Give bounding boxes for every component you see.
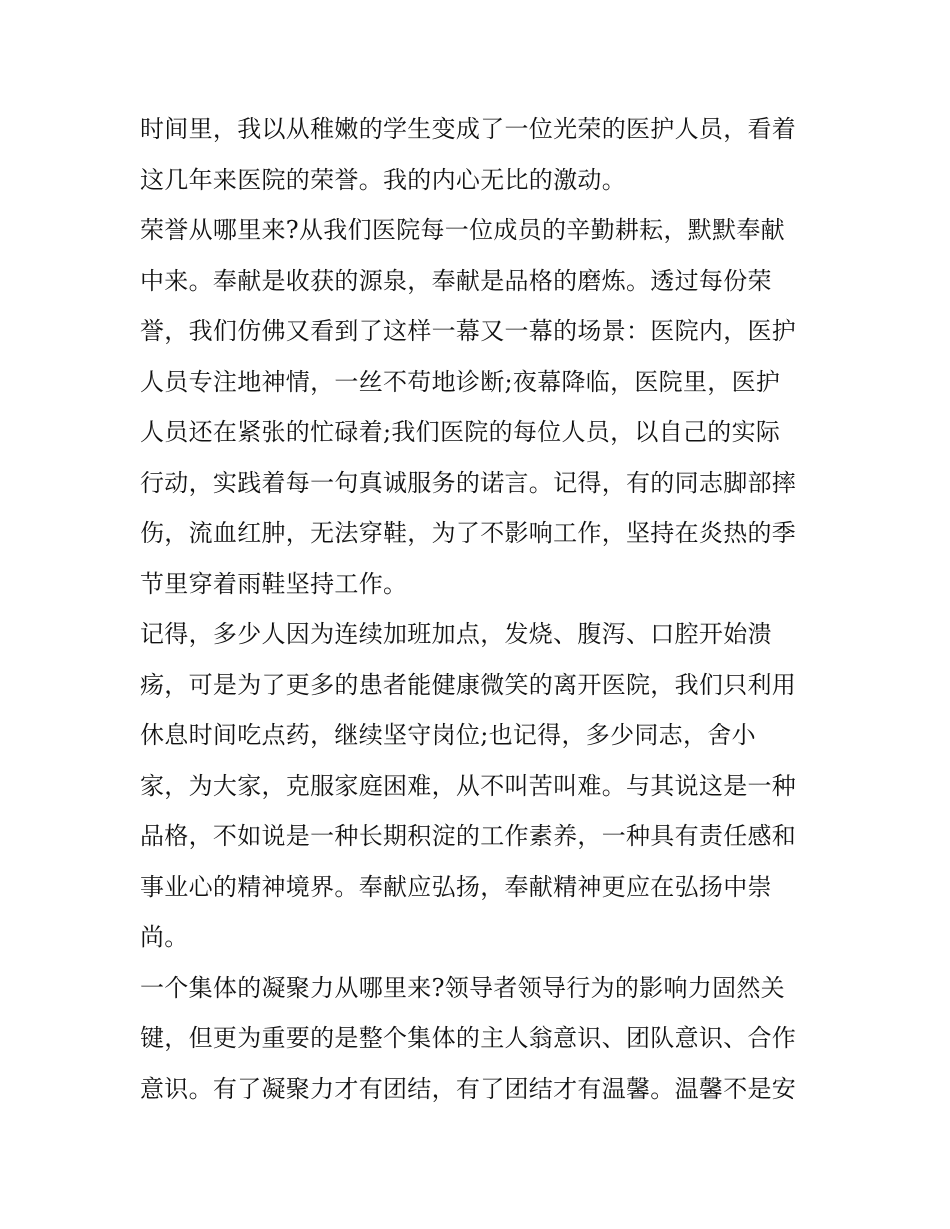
text-line: 尚。 [140, 923, 189, 951]
text-line: 品格，不如说是一种长期积淀的工作素养，一种具有责任感和 [140, 822, 797, 850]
text-line: 节里穿着雨鞋坚持工作。 [140, 569, 408, 598]
text-line: 人员还在紧张的忙碌着;我们医院的每位人员，以自己的实际 [140, 418, 781, 446]
body-text [140, 104, 820, 1114]
text-line: 记得，多少人因为连续加班加点，发烧、腹泻、口腔开始溃 [140, 620, 772, 648]
text-line: 中来。奉献是收获的源泉，奉献是品格的磨炼。透过每份荣 [140, 266, 772, 295]
text-line: 家，为大家，克服家庭困难，从不叫苦叫难。与其说这是一种 [140, 771, 797, 800]
text-line: 事业心的精神境界。奉献应弘扬，奉献精神更应在弘扬中崇 [140, 872, 772, 901]
text-line: 行动，实践着每一句真诚服务的诺言。记得，有的同志脚部摔 [140, 468, 797, 497]
text-line: 伤，流血红肿，无法穿鞋，为了不影响工作，坚持在炎热的季 [140, 519, 797, 547]
text-line: 人员专注地神情，一丝不苟地诊断;夜幕降临，医院里，医护 [140, 367, 781, 396]
text-line: 誉，我们仿佛又看到了这样一幕又一幕的场景：医院内，医护 [140, 317, 797, 345]
text-line: 一个集体的凝聚力从哪里来?领导者领导行为的影响力固然关 [140, 973, 785, 1002]
text-line: 荣誉从哪里来?从我们医院每一位成员的辛勤耕耘，默默奉献 [140, 216, 785, 244]
text-line: 休息时间吃点药，继续坚守岗位;也记得，多少同志，舍小 [140, 721, 756, 749]
text-line: 时间里，我以从稚嫩的学生变成了一位光荣的医护人员，看着 [140, 115, 797, 143]
text-line: 意识。有了凝聚力才有团结，有了团结才有温馨。温馨不是安 [140, 1074, 797, 1103]
text-line: 键，但更为重要的是整个集体的主人翁意识、团队意识、合作 [140, 1024, 797, 1052]
text-line: 疡，可是为了更多的患者能健康微笑的离开医院，我们只利用 [140, 670, 797, 699]
text-line: 这几年来医院的荣誉。我的内心无比的激动。 [140, 165, 626, 194]
